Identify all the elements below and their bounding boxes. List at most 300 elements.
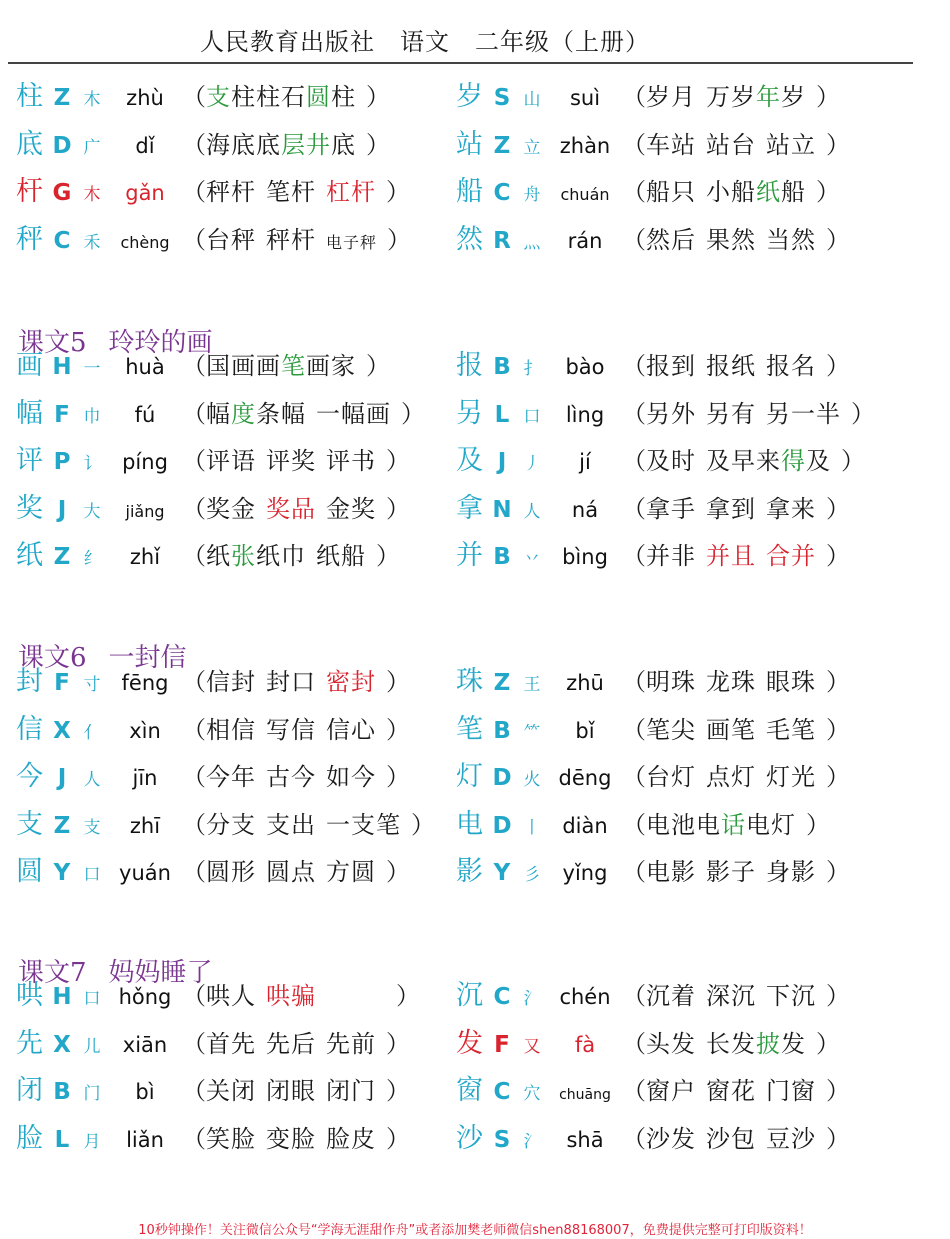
initial-letter: Z: [53, 812, 71, 839]
word: 深沉: [706, 982, 756, 1010]
pinyin: chuāng: [559, 1087, 611, 1103]
word: 脸皮: [326, 1124, 376, 1153]
word-list: [206, 660, 386, 704]
initial-letter: N: [492, 496, 512, 523]
word: 点灯: [706, 763, 756, 791]
radical: 亻: [83, 722, 101, 743]
vocab-character: 先: [16, 1027, 43, 1059]
radical: 穴: [523, 1084, 541, 1104]
vocab-row: [456, 803, 830, 847]
open-paren: （: [622, 178, 646, 206]
word-list: [206, 534, 376, 578]
radical: 讠: [83, 454, 101, 474]
open-paren: （: [622, 1124, 646, 1153]
word-list: [206, 850, 386, 894]
pinyin: zhàn: [559, 133, 611, 158]
vocab-character: 站: [456, 128, 483, 160]
pinyin: zhī: [129, 813, 161, 838]
pinyin: ná: [571, 497, 599, 522]
word: 圆点: [266, 858, 316, 886]
close-paren: ）: [386, 1029, 410, 1058]
initial-letter: Y: [493, 860, 511, 886]
vocab-row: [456, 974, 850, 1018]
radical: 木: [83, 185, 101, 205]
vocab-row: [16, 392, 425, 436]
word: 一支笔: [326, 810, 401, 839]
open-paren: （: [622, 668, 646, 696]
word: 信心: [326, 715, 376, 744]
section-number: 课文5: [18, 328, 87, 358]
initial-letter: Z: [53, 85, 71, 111]
open-paren: （: [182, 1124, 206, 1153]
word: 幅: [206, 399, 231, 428]
word: 张: [231, 542, 256, 570]
vocab-row: [456, 850, 850, 894]
word-list: [646, 439, 841, 483]
word: 来: [756, 447, 781, 475]
initial-letter: F: [54, 401, 70, 428]
vocab-row: [16, 439, 410, 483]
pinyin: huà: [125, 355, 165, 379]
word: 电: [696, 810, 721, 839]
word-list: [206, 170, 386, 214]
word: 门窗: [766, 1077, 816, 1105]
word: 沉着: [646, 982, 696, 1010]
vocab-row: [456, 218, 850, 262]
vocab-character: 岁: [456, 81, 483, 112]
vocab-character: 柱: [16, 81, 43, 112]
vocab-row: [16, 803, 435, 847]
word: 另外: [646, 399, 696, 428]
radical: 木: [83, 90, 101, 110]
close-paren: ）: [387, 225, 412, 254]
word-list: [206, 755, 386, 799]
open-paren: （: [622, 130, 646, 159]
word: 披: [756, 1029, 781, 1058]
word: 及时: [646, 447, 696, 475]
pinyin: zhù: [126, 86, 164, 110]
footer-notice: 10秒钟操作！关注微信公众号“学海无涯甜作舟”或者添加樊老师微信shen88168007，免费提供完整可打印版资料！: [138, 1223, 812, 1238]
pinyin: rán: [567, 228, 603, 253]
open-paren: （: [182, 668, 206, 696]
initial-letter: F: [494, 1031, 510, 1058]
vocab-character: 底: [16, 128, 43, 160]
radical: 丨: [523, 817, 541, 838]
word: 及: [806, 447, 831, 475]
initial-letter: S: [493, 85, 511, 111]
close-paren: ）: [366, 352, 390, 380]
section-name: 妈妈睡了: [108, 958, 213, 988]
open-paren: （: [622, 542, 646, 570]
close-paren: ）: [386, 858, 410, 886]
word: 龙珠: [706, 668, 756, 696]
close-paren: ）: [851, 399, 875, 428]
word: 信封: [206, 668, 256, 696]
word: 窗花: [706, 1077, 756, 1105]
word: 评语: [206, 447, 256, 475]
word: 电池: [646, 810, 696, 839]
radical: 灬: [523, 232, 541, 253]
word: 窗户: [646, 1077, 696, 1105]
radical: 立: [523, 137, 541, 158]
word: 底: [256, 130, 281, 159]
vocab-character: 报: [456, 350, 483, 381]
vocab-character: 脸: [16, 1122, 43, 1154]
word: 首先: [206, 1029, 256, 1058]
initial-letter: C: [493, 984, 511, 1010]
vocab-row: [456, 123, 850, 167]
initial-letter: Z: [493, 132, 511, 159]
word-list: [646, 755, 826, 799]
vocab-character: 珠: [456, 666, 483, 697]
word-list: [206, 218, 387, 265]
word-list: [646, 123, 826, 167]
word-list: [646, 1117, 826, 1161]
open-paren: （: [182, 130, 206, 159]
pinyin: fú: [134, 402, 156, 427]
word: 电影: [646, 858, 696, 886]
word: 古今: [266, 763, 316, 791]
word: 支出: [266, 810, 316, 839]
open-paren: （: [182, 858, 206, 886]
word: 发: [781, 1029, 806, 1058]
word: 笔尖: [646, 715, 696, 744]
vocab-row: [456, 1069, 850, 1113]
open-paren: （: [182, 1077, 206, 1105]
vocab-character: 船: [456, 176, 483, 207]
word: 长发: [706, 1029, 756, 1058]
pinyin: jīn: [132, 766, 158, 790]
open-paren: （: [622, 1029, 646, 1058]
radical: ⺮: [523, 722, 541, 743]
open-paren: （: [622, 225, 646, 254]
vocab-row: [456, 344, 850, 388]
close-paren: ）: [396, 982, 420, 1010]
radical: 氵: [523, 1131, 541, 1152]
initial-letter: B: [493, 544, 511, 570]
page-header: [0, 0, 950, 64]
vocab-character: 影: [456, 856, 483, 887]
close-paren: ）: [841, 447, 865, 475]
vocab-character: 奖: [16, 492, 43, 524]
word: 纸船: [316, 542, 366, 570]
initial-letter: B: [493, 354, 511, 380]
word: 沙发: [646, 1124, 696, 1153]
close-paren: ）: [826, 668, 850, 696]
vocab-character: 另: [456, 397, 483, 429]
initial-letter: F: [54, 670, 70, 696]
section-number: 课文6: [18, 643, 87, 673]
word: 船只: [646, 178, 696, 206]
word: 纸: [756, 178, 781, 206]
radical: 纟: [83, 549, 101, 569]
vocab-character: 沉: [456, 980, 483, 1011]
word-list: [646, 708, 826, 752]
word: 先后: [266, 1029, 316, 1058]
open-paren: （: [182, 982, 206, 1010]
radical: 火: [523, 770, 541, 790]
open-paren: （: [182, 225, 206, 254]
pinyin: jiǎng: [125, 501, 165, 521]
vocab-character: 窗: [456, 1075, 483, 1106]
close-paren: ）: [826, 494, 850, 523]
vocab-character: 并: [456, 540, 483, 571]
pinyin: bìng: [562, 545, 608, 569]
word: 秤杆: [206, 178, 256, 206]
word: 话: [721, 810, 746, 839]
close-paren: ）: [826, 1077, 850, 1105]
word: 万岁: [706, 83, 756, 111]
open-paren: （: [182, 83, 206, 111]
radical: 儿: [83, 1036, 101, 1057]
word: 分支: [206, 810, 256, 839]
close-paren: ）: [826, 225, 850, 254]
initial-letter: C: [53, 227, 71, 254]
vocab-character: 灯: [456, 761, 483, 792]
open-paren: （: [622, 1077, 646, 1105]
word: 闭门: [326, 1077, 376, 1105]
word: 画: [256, 352, 281, 380]
pinyin: chèng: [120, 232, 170, 252]
initial-letter: Z: [493, 670, 511, 696]
radical: 氵: [523, 989, 541, 1009]
initial-letter: D: [492, 812, 512, 839]
initial-letter: G: [52, 180, 72, 206]
vocab-row: [16, 974, 420, 1018]
pinyin: dēng: [558, 766, 612, 790]
vocab-row: [456, 660, 850, 704]
open-paren: （: [182, 1029, 206, 1058]
close-paren: ）: [816, 178, 840, 206]
word: 写信: [266, 715, 316, 744]
initial-letter: B: [493, 717, 511, 744]
pinyin: yǐng: [562, 861, 608, 885]
word: 纸: [206, 542, 231, 570]
vocab-row: [456, 439, 865, 483]
close-paren: ）: [826, 352, 850, 380]
vocab-character: 画: [16, 350, 43, 381]
close-paren: ）: [386, 447, 410, 475]
word-list: [206, 1022, 386, 1066]
close-paren: ）: [816, 1029, 840, 1058]
vocab-row: [16, 75, 390, 119]
vocab-row: [16, 755, 410, 799]
close-paren: ）: [816, 83, 840, 111]
word: 国画: [206, 352, 256, 380]
vocab-character: 哄: [16, 980, 43, 1011]
pinyin: fà: [574, 1032, 596, 1057]
word: 底: [331, 130, 356, 159]
section-name: 一封信: [108, 643, 187, 673]
initial-letter: X: [53, 1031, 71, 1058]
vocab-row: [16, 487, 410, 531]
initial-letter: R: [493, 227, 511, 254]
pinyin: píng: [122, 450, 168, 474]
close-paren: ）: [826, 982, 850, 1010]
pinyin: lìng: [565, 402, 605, 427]
close-paren: ）: [826, 542, 850, 570]
word: 站台: [706, 130, 756, 159]
vocab-row: [16, 1022, 410, 1066]
word: 并且: [706, 542, 756, 570]
word: 果然: [706, 225, 756, 254]
word: 一幅画: [316, 399, 391, 428]
radical: 月: [83, 1131, 101, 1152]
open-paren: （: [182, 352, 206, 380]
close-paren: ）: [826, 763, 850, 791]
pinyin: xiān: [122, 1032, 168, 1057]
vocab-character: 今: [16, 761, 43, 792]
pinyin: diàn: [562, 813, 608, 838]
word-list: [646, 1069, 826, 1113]
word: 画家: [306, 352, 356, 380]
word: 笑脸: [206, 1124, 256, 1153]
close-paren: ）: [386, 494, 410, 523]
close-paren: ）: [386, 763, 410, 791]
radical: 寸: [83, 675, 101, 695]
word: 沙包: [706, 1124, 756, 1153]
pinyin: liǎn: [126, 1127, 164, 1152]
word: 拿手: [646, 494, 696, 523]
section-number: 课文7: [18, 958, 87, 988]
open-paren: （: [622, 858, 646, 886]
vocab-character: 拿: [456, 492, 483, 524]
word-list: [646, 974, 826, 1018]
vocab-character: 幅: [16, 397, 43, 429]
word: 圆形: [206, 858, 256, 886]
word: 年: [756, 83, 781, 111]
vocab-row: [16, 850, 410, 894]
word: 海底: [206, 130, 256, 159]
word: 笔: [281, 352, 306, 380]
pinyin: xìn: [129, 718, 161, 743]
word: 奖金: [206, 494, 256, 523]
open-paren: （: [622, 494, 646, 523]
radical: 口: [83, 989, 101, 1009]
word: 得: [781, 447, 806, 475]
close-paren: ）: [386, 715, 410, 744]
radical: 广: [83, 137, 101, 158]
word: 封口: [266, 668, 316, 696]
header-divider: [8, 62, 913, 64]
vocab-character: 及: [456, 445, 483, 476]
word: 车站: [646, 130, 696, 159]
vocab-row: [456, 534, 850, 578]
vocab-character: 秤: [16, 223, 43, 255]
word-list: [206, 1069, 386, 1113]
word: 柱: [331, 83, 356, 111]
word: 头发: [646, 1029, 696, 1058]
radical: 又: [523, 1036, 541, 1057]
word: 今年: [206, 763, 256, 791]
word: 灯光: [766, 763, 816, 791]
initial-letter: Z: [53, 544, 71, 570]
word: 哄人: [206, 982, 256, 1010]
word: 另有: [706, 399, 756, 428]
close-paren: ）: [366, 130, 390, 159]
close-paren: ）: [366, 83, 390, 111]
word: 站立: [766, 130, 816, 159]
open-paren: （: [622, 763, 646, 791]
word: 岁月: [646, 83, 696, 111]
close-paren: ）: [386, 1124, 410, 1153]
word: 身影: [766, 858, 816, 886]
vocab-row: [456, 1022, 840, 1066]
pinyin: hǒng: [118, 985, 172, 1009]
word: 评奖: [266, 447, 316, 475]
word-list: [206, 75, 366, 119]
radical: 人: [83, 770, 101, 790]
pinyin: bǐ: [575, 718, 595, 743]
word-list: [206, 123, 366, 167]
vocab-character: 发: [456, 1027, 483, 1059]
open-paren: （: [622, 83, 646, 111]
pinyin: zhū: [566, 671, 604, 695]
pinyin: shā: [566, 1127, 604, 1152]
vocab-row: [16, 708, 410, 752]
initial-letter: Y: [53, 860, 71, 886]
vocab-character: 杆: [16, 176, 43, 207]
radical: 大: [83, 501, 101, 522]
word: 合并: [766, 542, 816, 570]
open-paren: （: [622, 810, 646, 839]
radical: 一: [83, 359, 101, 379]
radical: 口: [83, 865, 101, 885]
word: 圆: [306, 83, 331, 111]
word: 影子: [706, 858, 756, 886]
vocab-row: [456, 392, 875, 436]
vocab-character: 沙: [456, 1122, 483, 1154]
vocab-row: [456, 1117, 850, 1161]
word: 然后: [646, 225, 696, 254]
open-paren: （: [622, 447, 646, 475]
word: 井: [306, 130, 331, 159]
word: 拿来: [766, 494, 816, 523]
close-paren: ）: [826, 130, 850, 159]
word-list: [206, 708, 386, 752]
word: 画笔: [706, 715, 756, 744]
word-list: [646, 487, 826, 531]
word: 关闭: [206, 1077, 256, 1105]
initial-letter: J: [497, 449, 507, 475]
word-list: [646, 75, 816, 119]
vocab-row: [456, 755, 850, 799]
open-paren: （: [182, 715, 206, 744]
word: 电灯: [746, 810, 796, 839]
vocab-row: [16, 218, 411, 262]
initial-letter: H: [52, 984, 72, 1010]
radical: 口: [523, 406, 541, 427]
word: 豆沙: [766, 1124, 816, 1153]
vocab-character: 纸: [16, 540, 43, 571]
radical: 巾: [83, 406, 101, 427]
close-paren: ）: [826, 1124, 850, 1153]
word: 方圆: [326, 858, 376, 886]
close-paren: ）: [376, 542, 400, 570]
word-list: [206, 344, 366, 388]
open-paren: （: [182, 763, 206, 791]
open-paren: （: [622, 399, 646, 428]
radical: 支: [83, 817, 101, 838]
close-paren: ）: [806, 810, 830, 839]
section-name: 玲玲的画: [108, 328, 213, 358]
initial-letter: S: [493, 1126, 511, 1153]
open-paren: （: [182, 447, 206, 475]
pinyin: bào: [565, 355, 605, 379]
open-paren: （: [182, 399, 206, 428]
vocab-character: 支: [16, 808, 43, 840]
initial-letter: C: [493, 1079, 511, 1105]
